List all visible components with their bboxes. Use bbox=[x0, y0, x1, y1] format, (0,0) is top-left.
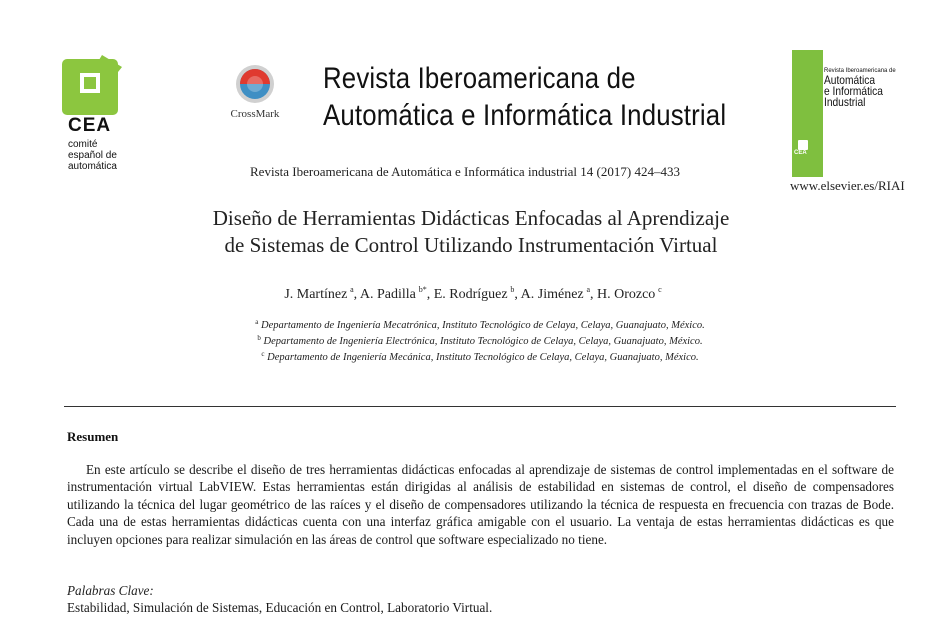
journal-title bbox=[323, 60, 727, 134]
cover-cea-icon bbox=[798, 140, 808, 150]
cover-title-line: Industrial bbox=[824, 95, 866, 109]
affiliation-mark: a bbox=[255, 318, 259, 326]
author-name: J. Martínez bbox=[284, 287, 348, 302]
cover-title bbox=[824, 68, 896, 108]
author-affiliation-mark: b* bbox=[418, 285, 427, 294]
cea-logo bbox=[62, 55, 132, 180]
affiliation-item bbox=[7, 348, 946, 364]
journal-title-line: Revista Iberoamericana de bbox=[323, 62, 636, 95]
crossmark-icon bbox=[235, 64, 275, 106]
affiliation-mark: c bbox=[261, 350, 265, 358]
author-list: J. Martínez $^a$, A. Padilla $^{b*}$, E. Rodríguez $^b$, A. Jiménez $^a$, H. Orozco $^c$ bbox=[284, 285, 662, 302]
author-affiliation-mark: a bbox=[350, 285, 354, 294]
author-affiliation-mark: c bbox=[658, 285, 662, 294]
cover-title-big bbox=[824, 75, 885, 108]
affiliation-text: Departamento de Ingeniería Electrónica, Instituto Tecnológico de Celaya, Celaya, Guanajuato, México. bbox=[263, 336, 703, 347]
cover-title-small: Revista Iberoamericana de bbox=[824, 68, 896, 74]
article-title-line: Diseño de Herramientas Didácticas Enfocadas al Aprendizaje bbox=[212, 206, 730, 230]
affiliation-item bbox=[7, 332, 946, 348]
author-name: E. Rodríguez bbox=[433, 287, 508, 302]
author-name: H. Orozco bbox=[597, 287, 656, 302]
journal-cover-thumbnail[interactable] bbox=[792, 50, 896, 177]
crossmark-badge[interactable] bbox=[224, 64, 286, 126]
cea-subtitle-line: automática bbox=[68, 161, 117, 172]
affiliation-mark: b bbox=[257, 334, 261, 342]
cover-title-line: Automática bbox=[824, 73, 876, 87]
journal-url-link[interactable]: www.elsevier.es/RIAI bbox=[790, 178, 905, 193]
article-title-line: de Sistemas de Control Utilizando Instrumentación Virtual bbox=[224, 233, 718, 257]
cea-subtitle-line: comité bbox=[68, 139, 98, 150]
cover-cea-label: CEA bbox=[794, 150, 807, 156]
journal-citation-text: Revista Iberoamericana de Automática e Informática industrial 14 (2017) 424–433 bbox=[250, 164, 680, 179]
cea-subtitle-line: español de bbox=[68, 150, 117, 161]
affiliation-list bbox=[0, 316, 946, 364]
author-name: A. Padilla bbox=[359, 287, 416, 302]
journal-title-line: Automática e Informática Industrial bbox=[323, 99, 727, 132]
abstract-body: En este artículo se describe el diseño de tres herramientas didácticas enfocadas al aprendizaje de sistemas de control implementadas en el software de instrumentación virtual LabVIEW. Estas herramientas están dirigidas al análisis de estabilidad en sistemas de control, el diseño de compensadores utilizando la técnica del lugar geométrico de las raíces y el diseño de compensadores utilizando la técnica de respuesta en frecuencia con trazas de Bode. Cada una de estas herramientas didácticas cuenta con una interfaz gráfica amigable con el usuario. La ventaja de estas herramientas didácticas es que incluyen opciones para realizar simulación en las áreas de control que software especializado no tiene. bbox=[67, 462, 894, 547]
affiliation-item bbox=[7, 316, 946, 332]
article-title bbox=[0, 205, 946, 259]
cover-panel bbox=[823, 50, 896, 177]
section-divider bbox=[64, 406, 896, 407]
keywords-heading: Palabras Clave: bbox=[67, 583, 154, 598]
cea-logo-name: CEA bbox=[68, 115, 112, 136]
author-affiliation-mark: a bbox=[586, 285, 590, 294]
crossmark-label: CrossMark bbox=[230, 108, 280, 120]
abstract-heading: Resumen bbox=[67, 429, 119, 444]
keywords-body: Estabilidad, Simulación de Sistemas, Educación en Control, Laboratorio Virtual. bbox=[67, 600, 493, 615]
affiliation-text: Departamento de Ingeniería Mecatrónica, Instituto Tecnológico de Celaya, Celaya, Guanajuato, México. bbox=[261, 320, 705, 331]
cover-title-line: e Informática bbox=[824, 84, 883, 98]
author-name: A. Jiménez bbox=[520, 287, 584, 302]
affiliation-text: Departamento de Ingeniería Mecánica, Instituto Tecnológico de Celaya, Celaya, Guanajuato, México. bbox=[267, 352, 699, 363]
cea-logo-icon bbox=[62, 55, 122, 115]
author-affiliation-mark: b bbox=[510, 285, 515, 294]
